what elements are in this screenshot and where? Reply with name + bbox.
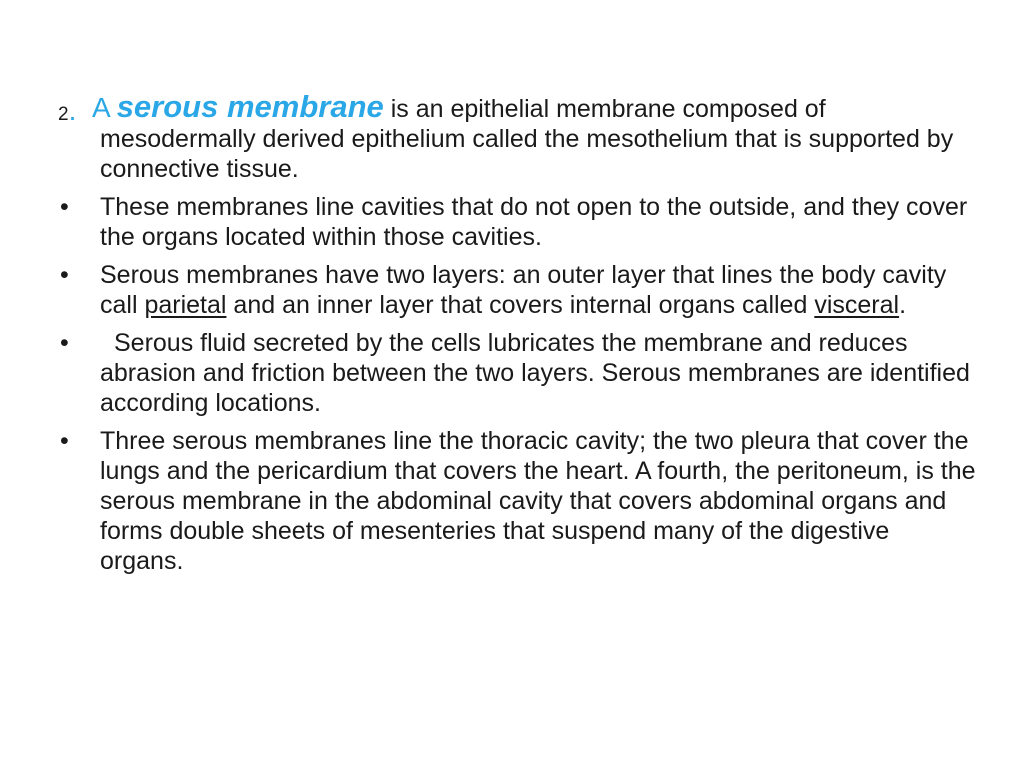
list-item	[58, 260, 978, 320]
item-text-part: .	[899, 291, 907, 319]
item-number-dot: .	[68, 95, 77, 126]
highlight-article: A	[92, 92, 111, 123]
term-parietal: parietal	[144, 291, 227, 319]
item-text: is an epithelial membrane composed of mesodermally derived epithelium called the mesothelium that is supported by connective tissue.	[100, 95, 954, 183]
term-visceral: visceral	[814, 291, 900, 319]
highlight-term: serous membrane	[116, 89, 384, 124]
item-text: These membranes line cavities that do not open to the outside, and they cover the organs located within those cavities.	[100, 193, 968, 251]
item-text: Three serous membranes line the thoracic cavity; the two pleura that cover the lungs and the pericardium that covers the heart. A fourth, the peritoneum, is the serous membrane in the abdominal cavity that covers abdominal organs and forms double sheets of mesenteries that suspend many of the digestive organs.	[100, 427, 976, 575]
item-text: Serous fluid secreted by the cells lubricates the membrane and reduces abrasion and friction between the two layers. Serous membranes are identified according locations.	[100, 329, 970, 417]
bullet-icon: •	[60, 427, 69, 455]
bullet-icon: •	[60, 193, 69, 221]
item-text-part: Serous membranes have two layers: an outer layer that lines the body cavity call	[100, 261, 947, 319]
slide-content	[58, 89, 978, 584]
bullet-icon: •	[60, 329, 69, 357]
item-number-marker	[58, 96, 76, 130]
list-item	[58, 328, 978, 418]
item-number: 2	[58, 104, 69, 125]
item-text-part: and an inner layer that covers internal organs called	[226, 291, 815, 319]
list-item	[58, 192, 978, 252]
list-item-numbered	[58, 89, 978, 184]
list-item	[58, 426, 978, 576]
bullet-icon: •	[60, 261, 69, 289]
